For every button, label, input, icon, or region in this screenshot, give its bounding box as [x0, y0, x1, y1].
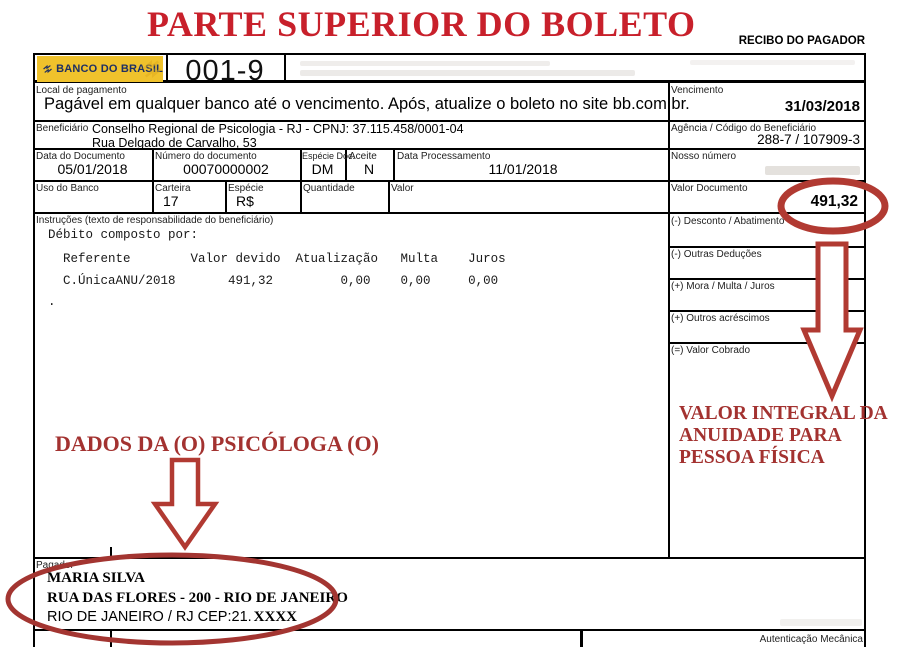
- especie-doc-label: Espécie Doc.: [302, 151, 356, 161]
- border-deducoes: [668, 278, 866, 280]
- vencimento-value: 31/03/2018: [784, 98, 860, 115]
- agencia-label: Agência / Código do Beneficiário: [671, 123, 817, 134]
- carteira-value: 17: [163, 193, 179, 209]
- annotation-valor-integral-line3: PESSOA FÍSICA: [679, 447, 825, 468]
- local-pagamento-value: Pagável em qualquer banco até o vencimento. Após, atualize o boleto no site bb.com.br.: [44, 95, 690, 113]
- outras-deducoes-label: (-) Outras Deduções: [671, 249, 762, 260]
- border-row4: [33, 180, 866, 182]
- aceite-label: Aceite: [349, 151, 377, 162]
- divider-stub-bottom: [110, 629, 112, 647]
- quantidade-label: Quantidade: [303, 183, 355, 194]
- divider-right-column: [668, 80, 670, 557]
- uso-banco-label: Uso do Banco: [36, 183, 99, 194]
- pagador-name: MARIA SILVA: [47, 570, 145, 586]
- autenticacao-label: Autenticação Mecânica: [759, 634, 863, 645]
- valor-documento-label: Valor Documento: [671, 183, 748, 194]
- mora-label: (+) Mora / Multa / Juros: [671, 281, 775, 292]
- receipt-label: RECIBO DO PAGADOR: [738, 35, 865, 47]
- pagador-label: Pagador: [36, 560, 74, 571]
- divider-stub-top: [110, 547, 112, 557]
- pagador-city: [47, 610, 297, 625]
- aceite-value: N: [363, 161, 375, 177]
- bb-emblem-icon: [43, 62, 52, 76]
- arrow-down-pagador-icon: [155, 460, 215, 547]
- annotation-valor-integral-line2: ANUIDADE PARA: [679, 425, 842, 446]
- divider-especie: [225, 180, 227, 212]
- redacted-digitable-line: [300, 61, 550, 66]
- valor-documento-value: 491,32: [810, 193, 858, 210]
- bb-watermark-icon: [142, 60, 162, 78]
- local-pagamento-label: Local de pagamento: [36, 85, 127, 96]
- border-pagador-top: [33, 557, 866, 559]
- vencimento-label: Vencimento: [671, 85, 724, 96]
- data-processamento-value: 11/01/2018: [488, 161, 558, 177]
- instrucoes-label: Instruções (texto de responsabilidade do beneficiário): [36, 215, 274, 226]
- pagador-address: RUA DAS FLORES - 200 - RIO DE JANEIRO: [47, 590, 348, 606]
- instrucoes-dot: .: [48, 295, 56, 309]
- bank-logo: [37, 56, 163, 82]
- numero-documento-value: 00070000002: [183, 161, 269, 177]
- border-desconto: [668, 246, 866, 248]
- page-title: PARTE SUPERIOR DO BOLETO: [147, 4, 696, 44]
- instrucoes-row: C.ÚnicaANU/2018 491,32 0,00 0,00 0,00: [48, 274, 499, 288]
- pagador-city-text: RIO DE JANEIRO / RJ CEP:21.: [47, 609, 252, 625]
- divider-valor: [388, 180, 390, 212]
- redacted-digitable-line: [300, 70, 635, 76]
- divider-autenticacao: [580, 629, 583, 647]
- bank-name: BANCO DO BRASIL: [56, 63, 163, 75]
- border-right: [864, 53, 866, 647]
- data-documento-value: 05/01/2018: [57, 161, 128, 177]
- instrucoes-header: Referente Valor devido Atualização Multa Juros: [48, 252, 506, 266]
- beneficiario-line2: Rua Delgado de Carvalho, 53: [92, 136, 257, 150]
- beneficiario-label: Beneficiário: [36, 123, 89, 134]
- redacted-bottom: [780, 619, 862, 626]
- instrucoes-line1: Débito composto por:: [48, 228, 199, 242]
- valor-label: Valor: [391, 183, 414, 194]
- annotation-dados-psicologa: DADOS DA (O) PSICÓLOGA (O): [55, 431, 379, 456]
- numero-documento-label: Número do documento: [155, 151, 257, 162]
- bank-code: 001-9: [185, 55, 265, 87]
- border-left: [33, 53, 35, 647]
- divider-col1: [152, 148, 154, 212]
- especie-value: R$: [236, 193, 254, 209]
- redacted-digitable-line: [690, 60, 855, 65]
- outros-acrescimos-label: (+) Outros acréscimos: [671, 313, 770, 324]
- data-documento-label: Data do Documento: [36, 151, 125, 162]
- agencia-value: 288-7 / 107909-3: [757, 132, 860, 147]
- border-pagador-bottom: [33, 629, 866, 631]
- especie-doc-value: DM: [311, 161, 334, 177]
- nosso-numero-label: Nosso número: [671, 151, 737, 162]
- divider-bankcode: [284, 53, 286, 82]
- beneficiario-line1: Conselho Regional de Psicologia - RJ - CPNJ: 37.115.458/0001-04: [92, 122, 464, 136]
- desconto-label: (-) Desconto / Abatimento: [671, 216, 785, 227]
- pagador-cep-masked: XXXX: [253, 609, 298, 625]
- annotation-valor-integral: [679, 403, 888, 469]
- border-row5: [33, 212, 866, 214]
- data-processamento-label: Data Processamento: [397, 151, 491, 162]
- arrow-down-valor-icon: [804, 244, 860, 396]
- carteira-label: Carteira: [155, 183, 191, 194]
- valor-cobrado-label: (=) Valor Cobrado: [671, 345, 751, 356]
- annotation-valor-integral-line1: VALOR INTEGRAL DA: [679, 403, 888, 424]
- especie-label: Espécie: [228, 183, 264, 194]
- redacted-nosso-numero: [765, 166, 860, 175]
- border-mora: [668, 310, 866, 312]
- border-acrescimos: [668, 342, 866, 344]
- border-top: [33, 53, 866, 55]
